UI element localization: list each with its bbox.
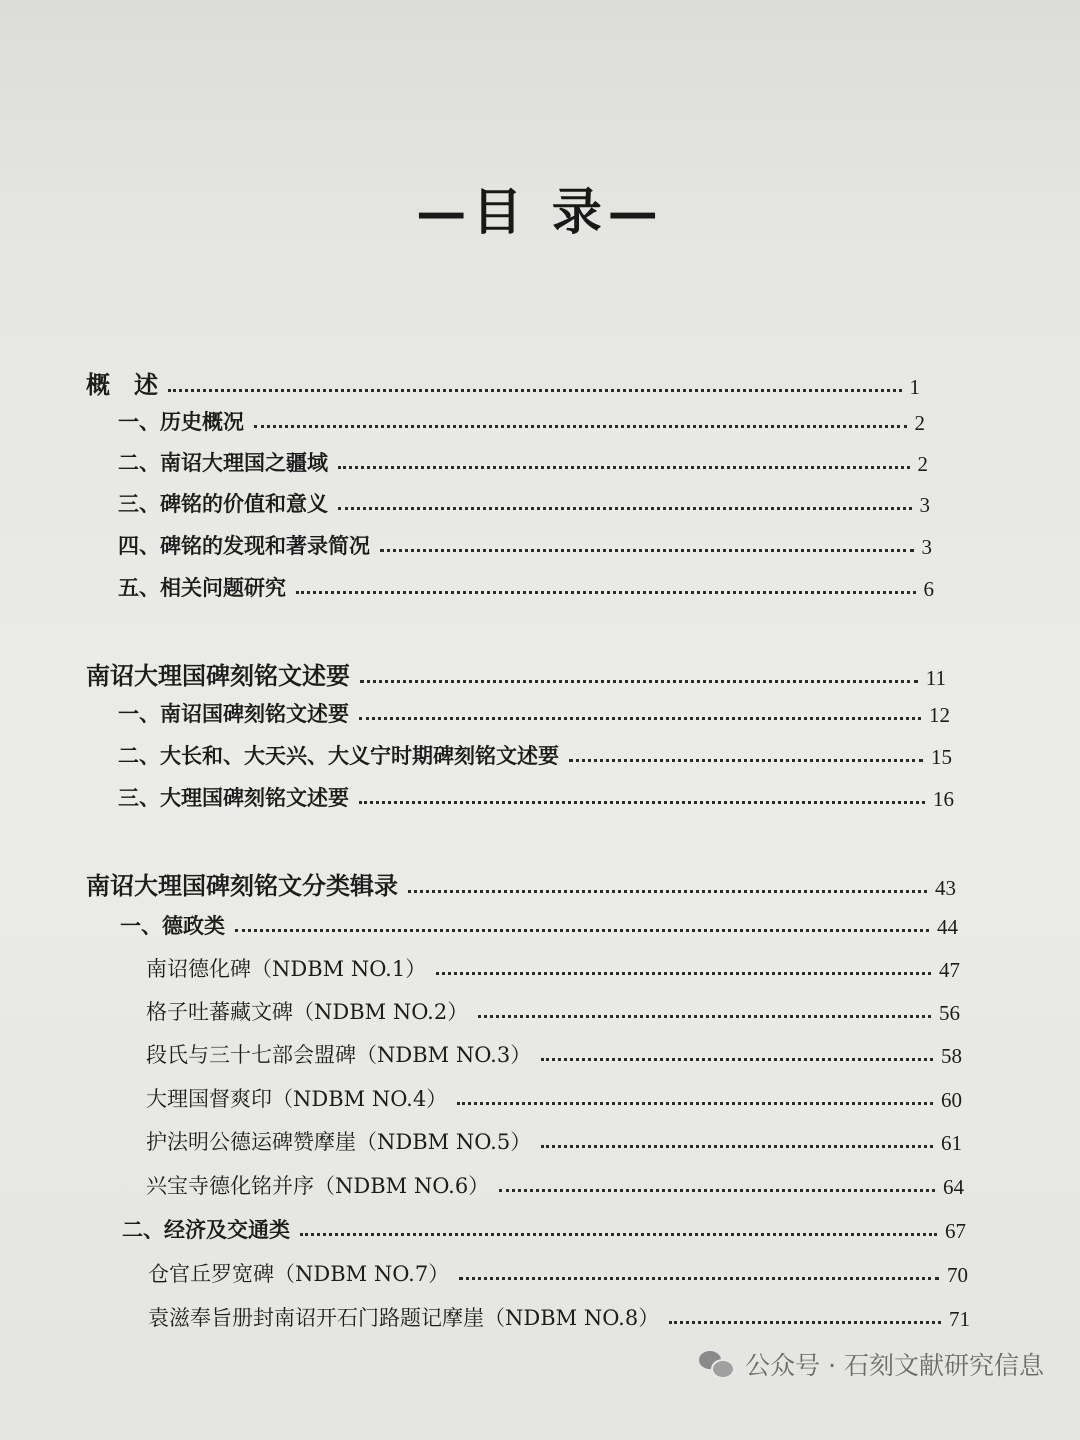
toc-label: 兴宝寺德化铭并序（NDBM NO.6） (146, 1174, 490, 1198)
toc-page-number: 56 (939, 1001, 960, 1025)
dot-leader (541, 1145, 933, 1148)
toc-label: 段氏与三十七部会盟碑（NDBM NO.3） (146, 1043, 532, 1067)
dot-leader (457, 1102, 933, 1105)
toc-label: 概 述 (86, 370, 158, 399)
toc-label: 南诏大理国碑刻铭文分类辑录 (86, 871, 398, 900)
dot-leader (359, 717, 921, 720)
dot-leader (338, 466, 910, 469)
toc-page-number: 71 (949, 1307, 970, 1331)
toc-label: 二、南诏大理国之疆域 (118, 450, 328, 475)
toc-entry (146, 953, 960, 983)
toc-entry-overview (86, 365, 920, 400)
toc-label: 南诏德化碑（NDBM NO.1） (146, 957, 427, 981)
toc-label: 三、大理国碑刻铭文述要 (118, 785, 349, 810)
toc-entry (148, 1258, 968, 1288)
toc-page-number: 11 (925, 666, 946, 690)
toc-label: 三、碑铭的价值和意义 (118, 491, 328, 516)
wechat-icon (699, 1351, 733, 1377)
toc-label: 仓官丘罗宽碑（NDBM NO.7） (148, 1262, 450, 1286)
dot-leader (300, 1233, 937, 1236)
toc-entry (122, 1214, 966, 1244)
dot-leader (168, 389, 902, 392)
page-title: —目 录— (416, 182, 664, 241)
toc-entry-section (86, 866, 956, 901)
dot-leader (380, 549, 914, 552)
toc-page-number: 3 (921, 535, 932, 559)
dot-leader (360, 680, 918, 683)
toc-entry (120, 910, 958, 940)
toc-page-number: 64 (943, 1175, 964, 1199)
toc-entry (118, 740, 952, 770)
toc-entry (146, 1083, 962, 1113)
toc-label: 四、碑铭的发现和著录简况 (118, 533, 370, 558)
dot-leader (569, 759, 923, 762)
toc-entry (148, 1302, 970, 1332)
toc-page-number: 15 (931, 745, 952, 769)
toc-page-number: 43 (935, 876, 956, 900)
toc-page-number: 58 (941, 1044, 962, 1068)
toc-page-number: 67 (945, 1219, 966, 1243)
toc-entry (118, 530, 932, 560)
dot-leader (459, 1277, 939, 1280)
toc-entry (118, 782, 954, 812)
toc-label: 一、南诏国碑刻铭文述要 (118, 701, 349, 726)
toc-entry (146, 996, 960, 1026)
toc-page-number: 47 (939, 958, 960, 982)
toc-entry (118, 572, 934, 602)
dot-leader (338, 507, 912, 510)
toc-label: 一、历史概况 (118, 409, 244, 434)
toc-entry (118, 488, 930, 518)
dot-leader (408, 890, 927, 893)
toc-entry (146, 1170, 964, 1200)
toc-entry (146, 1039, 962, 1069)
toc-label: 格子吐蕃藏文碑（NDBM NO.2） (146, 1000, 469, 1024)
dot-leader (296, 591, 916, 594)
dot-leader (499, 1189, 935, 1192)
toc-label: 二、大长和、大天兴、大义宁时期碑刻铭文述要 (118, 743, 559, 768)
toc-label: 护法明公德运碑赞摩崖（NDBM NO.5） (146, 1130, 532, 1154)
toc-page-number: 3 (919, 493, 930, 517)
toc-page-number: 60 (941, 1088, 962, 1112)
dot-leader (359, 801, 925, 804)
toc-page-number: 2 (917, 452, 928, 476)
toc-label: 一、德政类 (120, 913, 225, 938)
toc-entry (118, 447, 928, 477)
toc-page-number: 6 (923, 577, 934, 601)
toc-entry (118, 698, 950, 728)
wechat-watermark (699, 1346, 1044, 1382)
toc-entry (146, 1126, 962, 1156)
toc-page-number: 2 (914, 411, 925, 435)
dot-leader (254, 425, 907, 428)
toc-page-number: 44 (937, 915, 958, 939)
dot-leader (478, 1015, 931, 1018)
toc-label: 袁滋奉旨册封南诏开石门路题记摩崖（NDBM NO.8） (148, 1306, 660, 1330)
dot-leader (235, 929, 929, 932)
toc-label: 二、经济及交通类 (122, 1217, 290, 1242)
toc-page-number: 16 (933, 787, 954, 811)
toc-entry-section (86, 656, 946, 691)
toc-entry (118, 406, 925, 436)
toc-page-number: 1 (909, 375, 920, 399)
toc-page-number: 12 (929, 703, 950, 727)
toc-label: 大理国督爽印（NDBM NO.4） (146, 1087, 448, 1111)
toc-label: 五、相关问题研究 (118, 575, 286, 600)
dot-leader (669, 1321, 941, 1324)
toc-page-number: 61 (941, 1131, 962, 1155)
dot-leader (436, 972, 931, 975)
toc-label: 南诏大理国碑刻铭文述要 (86, 661, 350, 690)
dot-leader (541, 1058, 933, 1061)
toc-page-number: 70 (947, 1263, 968, 1287)
watermark-text: 公众号 · 石刻文献研究信息 (745, 1351, 1044, 1380)
